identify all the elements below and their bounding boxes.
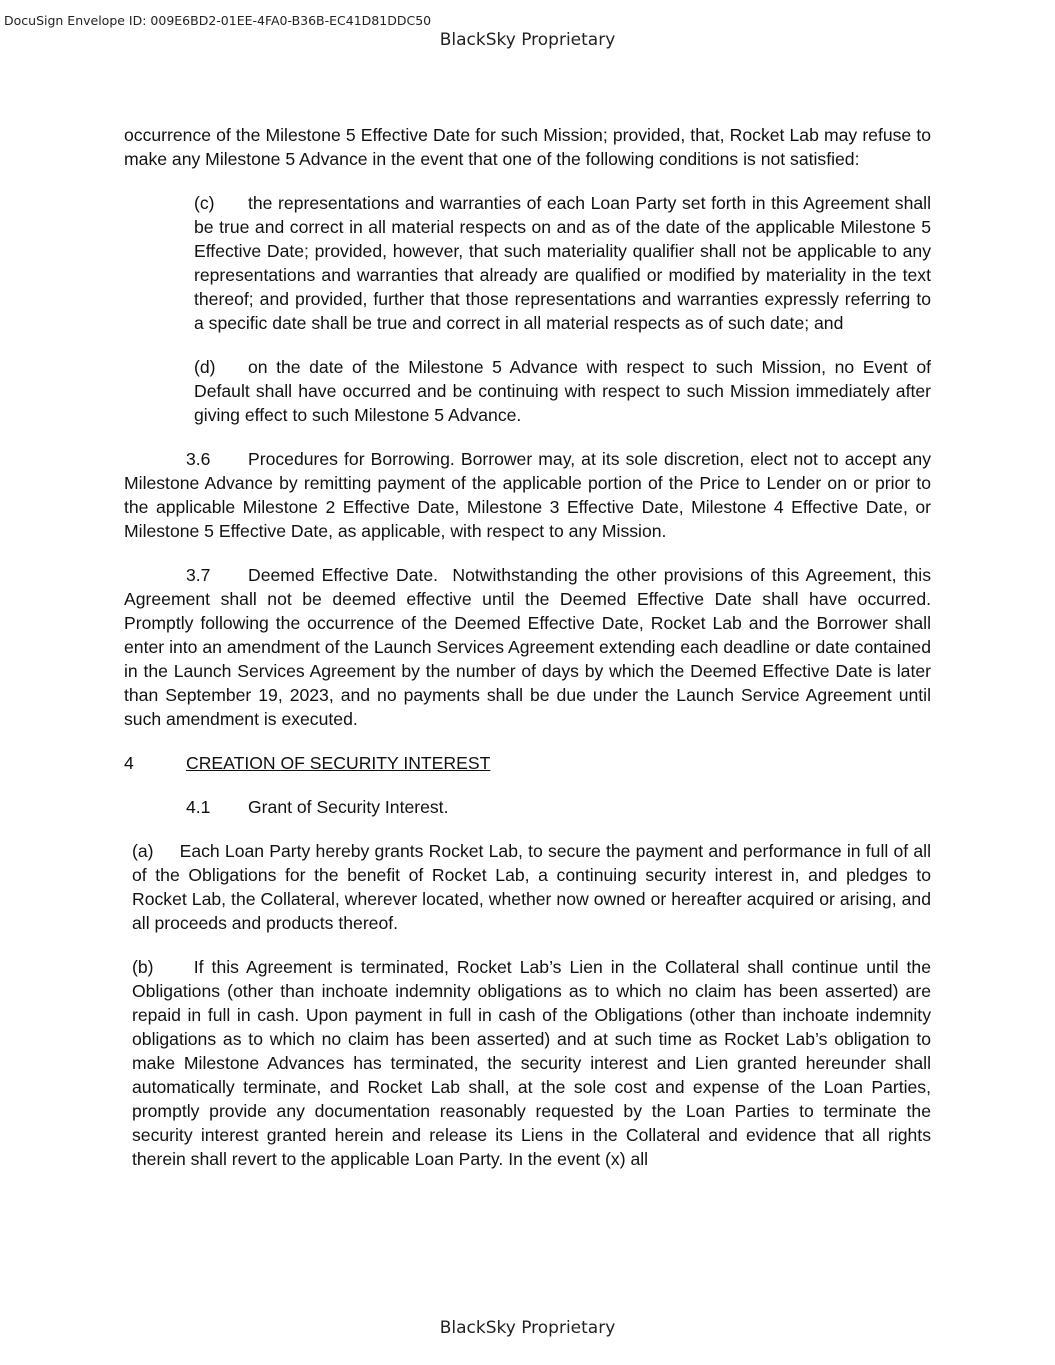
section-3-7-number: 3.7 xyxy=(186,565,211,585)
section-4-1-heading xyxy=(186,795,931,819)
section-3-7 xyxy=(124,563,931,731)
condition-d-text: on the date of the Milestone 5 Advance with respect to such Mission, no Event of Default shall have occurred and be continuing with respect to such Mission immediately after giving effect to such Milestone 5 Advance. xyxy=(194,357,931,425)
condition-c-text: the representations and warranties of each Loan Party set forth in this Agreement shall be true and correct in all material respects on and as of the date of the applicable Milestone 5 Effective Date; provided, however, that such materiality qualifier shall not be applicable to any representations and warranties that already are qualified or modified by materiality in the text thereof; and provided, further that those representations and warranties expressly referring to a specific date shall be true and correct in all material respects as of such date; and xyxy=(194,193,931,333)
paragraph-b-text: If this Agreement is terminated, Rocket Lab’s Lien in the Collateral shall continue until the Obligations (other than inchoate indemnity obligations as to which no claim has been asserted) are repaid in full in cash. Upon payment in full in cash of the Obligations (other than inchoate indemnity obligations as to which no claim has been asserted) and at such time as Rocket Lab’s obligation to make Milestone Advances has terminated, the security interest and Lien granted hereunder shall automatically terminate, and Rocket Lab shall, at the sole cost and expense of the Loan Parties, promptly provide any documentation reasonably requested by the Loan Parties to terminate the security interest granted herein and release its Liens in the Collateral and evidence that all rights therein shall revert to the applicable Loan Party. In the event (x) all xyxy=(132,957,931,1169)
condition-list xyxy=(194,191,931,427)
page-header: BlackSky Proprietary xyxy=(439,30,616,50)
section-3-7-title: Deemed Effective Date. xyxy=(248,565,439,585)
intro-paragraph: occurrence of the Milestone 5 Effective Date for such Mission; provided, that, Rocket Lab may refuse to make any Milestone 5 Advance in the event that one of the following conditions is not satisfied: xyxy=(124,125,931,169)
section-4-heading xyxy=(124,751,931,775)
condition-c-marker: (c) xyxy=(194,193,215,213)
condition-d-marker: (d) xyxy=(194,357,216,377)
document-body xyxy=(124,123,931,1191)
section-4-1-number: 4.1 xyxy=(186,797,211,817)
condition-c xyxy=(194,191,931,335)
section-3-6-title: Procedures for Borrowing. xyxy=(248,449,455,469)
paragraph-b-marker: (b) xyxy=(132,957,154,977)
section-4-title: CREATION OF SECURITY INTEREST xyxy=(186,753,491,773)
section-4-1-title: Grant of Security Interest. xyxy=(248,797,449,817)
section-4-number: 4 xyxy=(124,753,134,773)
paragraph-a xyxy=(132,839,931,935)
condition-d xyxy=(194,355,931,427)
section-3-6-text: Borrower may, at its sole discretion, elect not to accept any Milestone Advance by remitting payment of the applicable portion of the Price to Lender on or prior to the applicable Milestone 2 Effective Date, Milestone 3 Effective Date, Milestone 4 Effective Date, or Milestone 5 Effective Date, as applicable, with respect to any Mission. xyxy=(124,449,931,541)
paragraph-a-text: Each Loan Party hereby grants Rocket Lab, to secure the payment and performance in full of all of the Obligations for the benefit of Rocket Lab, a continuing security interest in, and pledges to Rocket Lab, the Collateral, wherever located, whether now owned or hereafter acquired or arising, and all proceeds and products thereof. xyxy=(132,841,931,933)
section-3-6 xyxy=(124,447,931,543)
docusign-envelope-id: DocuSign Envelope ID: 009E6BD2-01EE-4FA0-B36B-EC41D81DDC50 xyxy=(4,13,432,28)
section-3-6-number: 3.6 xyxy=(186,449,211,469)
page-footer: BlackSky Proprietary xyxy=(439,1318,616,1338)
paragraph-b xyxy=(132,955,931,1171)
section-4-1-paragraphs xyxy=(132,839,931,1171)
paragraph-a-marker: (a) xyxy=(132,841,154,861)
section-3-7-text: Notwithstanding the other provisions of this Agreement, this Agreement shall not be deemed effective until the Deemed Effective Date shall have occurred. Promptly following the occurrence of the Deemed Effective Date, Rocket Lab and the Borrower shall enter into an amendment of the Launch Services Agreement extending each deadline or date contained in the Launch Services Agreement by the number of days by which the Deemed Effective Date is later than September 19, 2023, and no payments shall be due under the Launch Service Agreement until such amendment is executed. xyxy=(124,565,932,729)
